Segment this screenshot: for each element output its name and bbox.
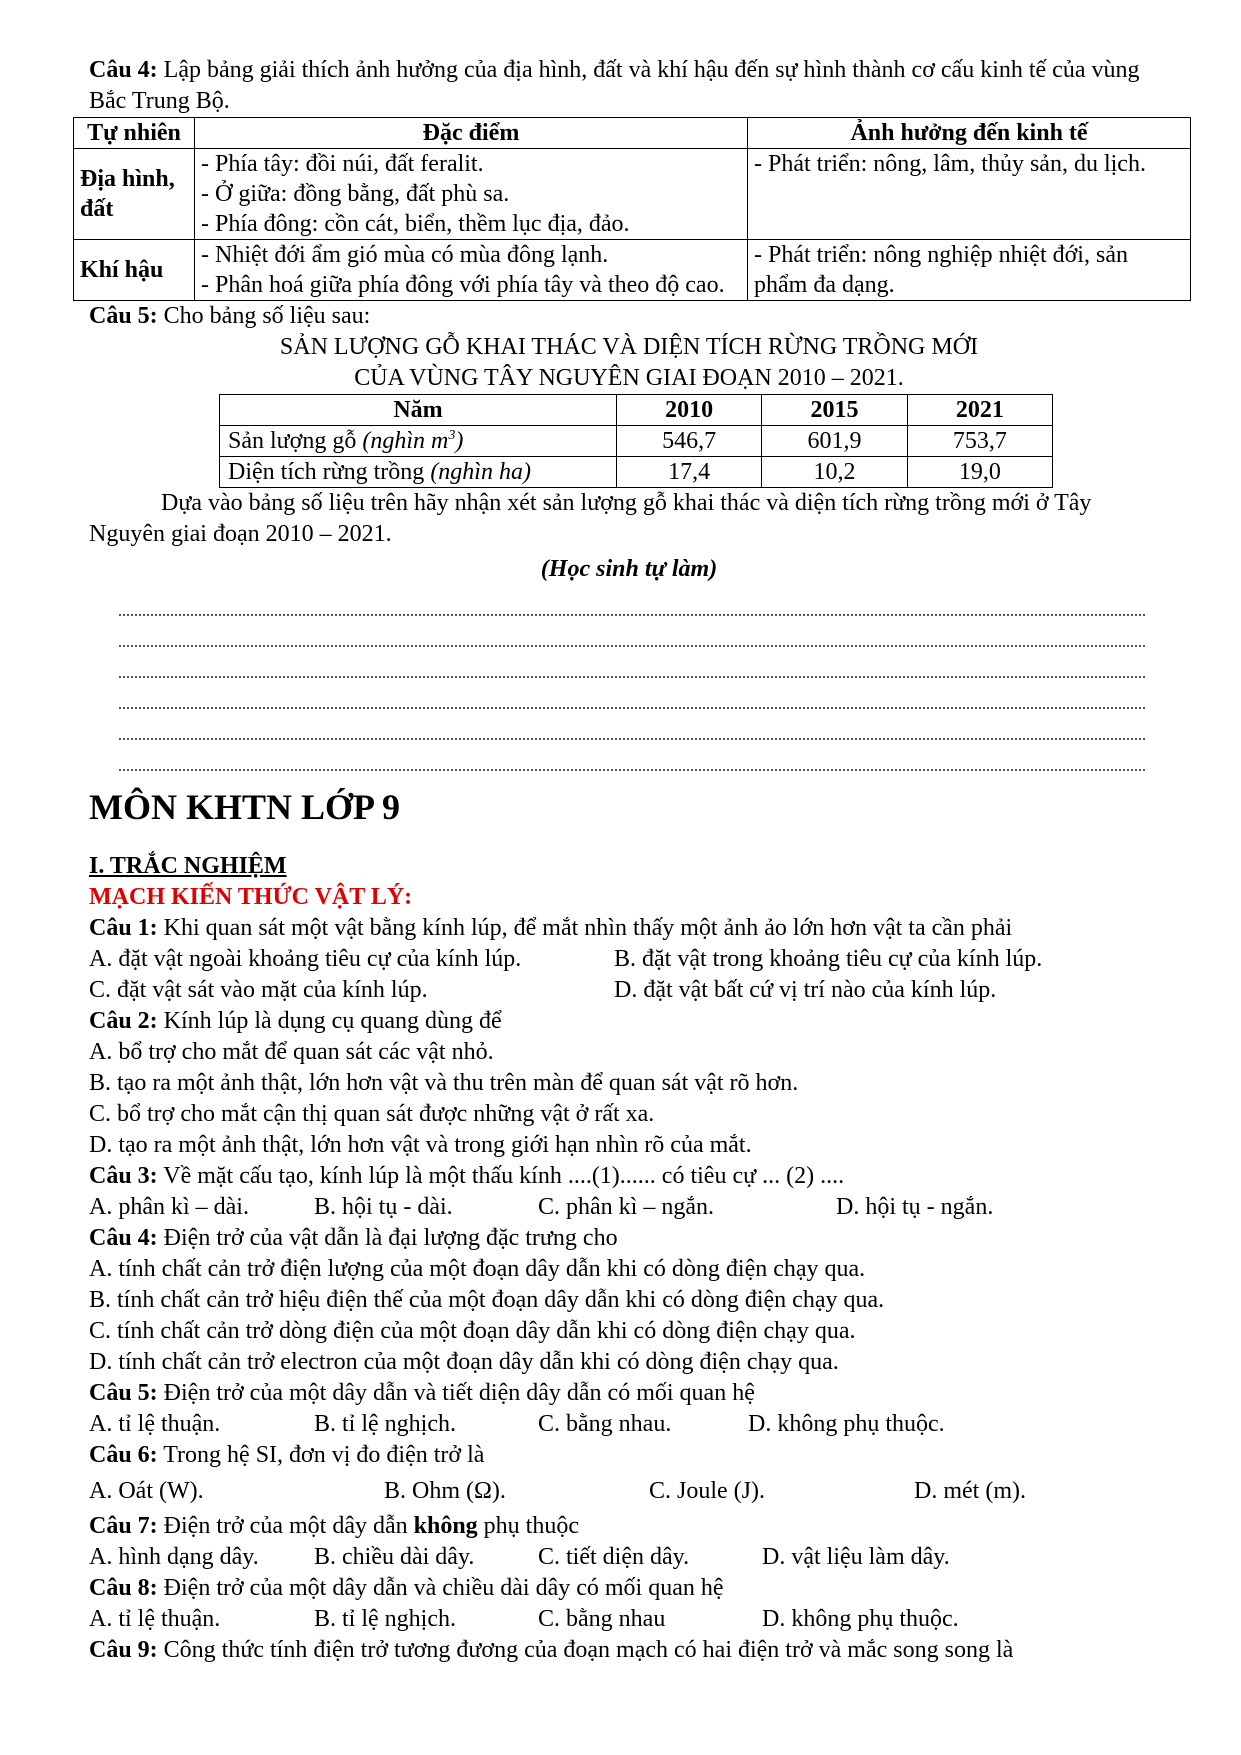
table-header: Tự nhiên [74,118,195,149]
option: C. tính chất cản trở dòng điện của một đoạn dây dẫn khi có dòng điện chạy qua. [89,1318,856,1344]
table-header: Năm [220,395,617,426]
table-header: 2021 [907,395,1052,426]
question-1: Câu 1: Khi quan sát một vật bằng kính lúp, để mắt nhìn thấy một ảnh ảo lớn hơn vật ta cần phải [89,915,1013,941]
option: D. mét (m). [914,1478,1026,1504]
question-7: Câu 7: Điện trở của một dây dẫn không phụ thuộc [89,1513,579,1539]
option: D. đặt vật bất cứ vị trí nào của kính lúp. [614,977,997,1003]
option: C. bằng nhau. [538,1411,672,1437]
geo-q5-table [219,394,1053,488]
option: B. tỉ lệ nghịch. [314,1606,456,1632]
geo-question-5: Câu 5: Cho bảng số liệu sau: [89,303,371,329]
option: C. bổ trợ cho mắt cận thị quan sát được những vật ở rất xa. [89,1101,655,1127]
answer-line [119,678,1145,709]
table-row: Diện tích rừng trồng (nghìn ha) 17,4 10,2 19,0 [220,457,1053,488]
table-title-line-1: SẢN LƯỢNG GỖ KHAI THÁC VÀ DIỆN TÍCH RỪNG TRỒNG MỚI [279,334,979,360]
option: C. đặt vật sát vào mặt của kính lúp. [89,977,428,1003]
part-title: I. TRẮC NGHIỆM [89,853,287,879]
option: A. phân kì – dài. [89,1194,249,1220]
option: D. tạo ra một ảnh thật, lớn hơn vật và trong giới hạn nhìn rõ của mắt. [89,1132,752,1158]
option: B. tạo ra một ảnh thật, lớn hơn vật và thu trên màn để quan sát vật rõ hơn. [89,1070,799,1096]
table-title-line-2: CỦA VÙNG TÂY NGUYÊN GIAI ĐOẠN 2010 – 2021. [354,365,904,391]
table-row: Địa hình, đất - Phía tây: đồi núi, đất feralit. - Ở giữa: đồng bằng, đất phù sa. - Phía đông: cồn cát, biển, thềm lục địa, đảo. - Phát triển: nông, lâm, thủy sản, du lịch. [74,149,1191,240]
option: D. tính chất cản trở electron của một đoạn dây dẫn khi có dòng điện chạy qua. [89,1349,839,1375]
table-header: Đặc điểm [195,118,748,149]
option: B. chiều dài dây. [314,1544,475,1570]
table-header: 2015 [762,395,907,426]
question-4: Câu 4: Điện trở của vật dẫn là đại lượng đặc trưng cho [89,1225,618,1251]
option: B. Ohm (Ω). [384,1478,506,1504]
option: B. tính chất cản trở hiệu điện thế của một đoạn dây dẫn khi có dòng điện chạy qua. [89,1287,885,1313]
option: A. đặt vật ngoài khoảng tiêu cự của kính lúp. [89,946,522,972]
option: C. bằng nhau [538,1606,666,1632]
option: B. hội tụ - dài. [314,1194,453,1220]
option: A. tính chất cản trở điện lượng của một đoạn dây dẫn khi có dòng điện chạy qua. [89,1256,866,1282]
table-header: 2010 [617,395,762,426]
question-6: Câu 6: Trong hệ SI, đơn vị đo điện trở là [89,1442,485,1468]
answer-line [119,740,1145,771]
option: A. tỉ lệ thuận. [89,1411,221,1437]
geo-question-4: Câu 4: Lập bảng giải thích ảnh hưởng của địa hình, đất và khí hậu đến sự hình thành cơ cấu kinh tế của vùng Bắc Trung Bộ. [89,57,1140,114]
table-row: Khí hậu - Nhiệt đới ẩm gió mùa có mùa đông lạnh. - Phân hoá giữa phía đông với phía tây và theo độ cao. - Phát triển: nông nghiệp nhiệt đới, sản phẩm đa dạng. [74,240,1191,301]
question-2: Câu 2: Kính lúp là dụng cụ quang dùng để [89,1008,502,1034]
option: B. tỉ lệ nghịch. [314,1411,456,1437]
option: D. hội tụ - ngắn. [836,1194,994,1220]
answer-line [119,709,1145,740]
geo-q5-prompt: Dựa vào bảng số liệu trên hãy nhận xét sản lượng gỗ khai thác và diện tích rừng trồng mới ở Tây Nguyên giai đoạn 2010 – 2021. [89,490,1092,547]
question-5: Câu 5: Điện trở của một dây dẫn và tiết diện dây dẫn có mối quan hệ [89,1380,755,1406]
geo-q4-table [73,117,1191,301]
option: A. tỉ lệ thuận. [89,1606,221,1632]
table-row: Sản lượng gỗ (nghìn $m^3$) 546,7 601,9 753,7 [220,426,1053,457]
answer-line [119,585,1145,616]
question-8: Câu 8: Điện trở của một dây dẫn và chiều dài dây có mối quan hệ [89,1575,724,1601]
option: D. không phụ thuộc. [748,1411,945,1437]
self-work-note: (Học sinh tự làm) [540,556,718,582]
answer-line [119,616,1145,647]
option: A. bổ trợ cho mắt để quan sát các vật nhỏ. [89,1039,494,1065]
table-header: Ảnh hưởng đến kinh tế [748,118,1191,149]
question-9: Câu 9: Công thức tính điện trở tương đương của đoạn mạch có hai điện trở và mắc song song là [89,1637,1014,1663]
answer-line [119,647,1145,678]
subpart-title: MẠCH KIẾN THỨC VẬT LÝ: [89,884,413,910]
section-title: MÔN KHTN LỚP 9 [89,787,401,827]
answer-lines [89,585,1169,771]
option: D. không phụ thuộc. [762,1606,959,1632]
option: A. hình dạng dây. [89,1544,259,1570]
option: A. Oát (W). [89,1478,204,1504]
document-page [80,55,1169,1666]
option: B. đặt vật trong khoảng tiêu cự của kính lúp. [614,946,1043,972]
option: D. vật liệu làm dây. [762,1544,950,1570]
option: C. phân kì – ngắn. [538,1194,714,1220]
option: C. tiết diện dây. [538,1544,690,1570]
option: C. Joule (J). [649,1478,765,1504]
question-3: Câu 3: Về mặt cấu tạo, kính lúp là một thấu kính ....(1)...... có tiêu cự ... (2) .... [89,1163,845,1189]
